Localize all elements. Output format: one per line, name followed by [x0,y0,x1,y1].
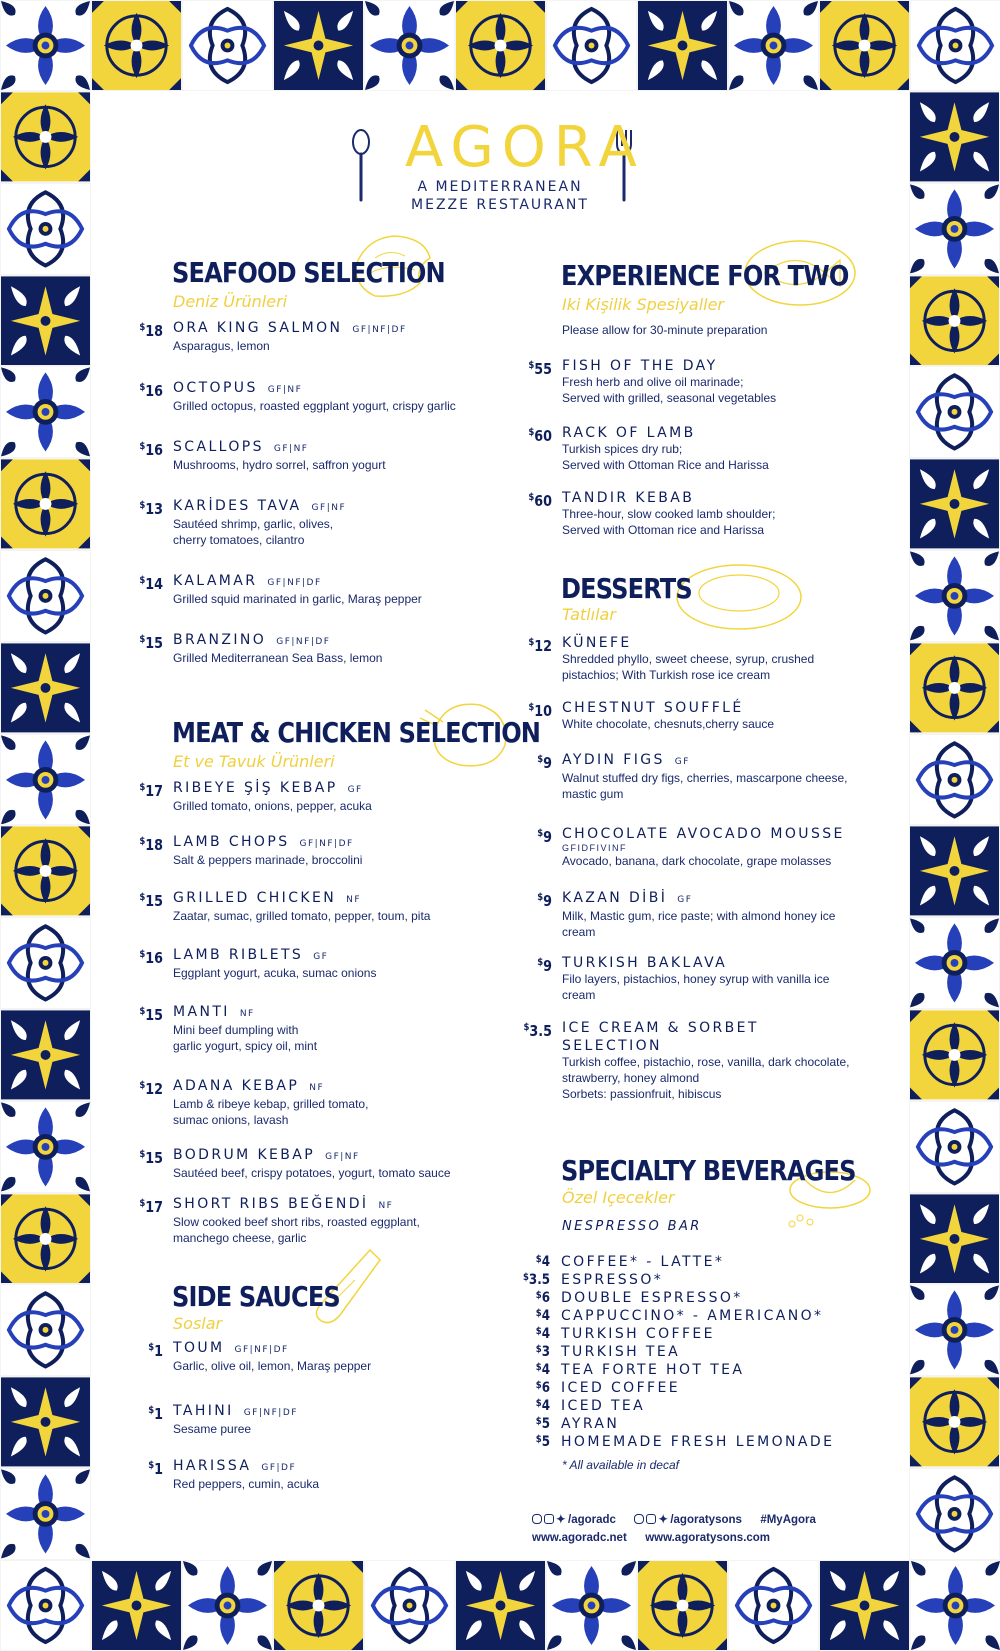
beverage-name: DOUBLE ESPRESSO* [561,1290,743,1306]
item-name: FISH OF THE DAY [562,358,718,374]
beverage-price: $4 [535,1326,550,1342]
item-description: Salt & peppers marinade, broccolini [173,853,363,867]
item-name: HARISSA GF|DF [173,1458,297,1474]
item-price: $16 [139,382,163,400]
decorative-tile [909,183,1000,275]
desserts-subtitle: Tatlılar [562,605,616,624]
item-name-line2: SELECTION [562,1038,662,1054]
decorative-tile [909,1468,1000,1560]
item-description: Filo layers, pistachios, honey syrup with vanilla ice [562,972,830,986]
item-description: pistachios; With Turkish rose ice cream [562,668,771,682]
item-price: $60 [528,492,552,510]
diet-tags: GF|NF|DF [276,637,331,647]
diet-tags: GF|NF [267,385,303,395]
decorative-tile [273,0,364,91]
item-name: BODRUM KEBAP GF|NF [173,1147,360,1163]
decorative-tile [546,0,637,91]
decorative-tile [0,550,91,642]
decorative-tile [0,183,91,275]
diet-tags: NF [346,895,362,905]
beverage-price: $4 [535,1308,550,1324]
item-description: cream [562,925,596,939]
item-name: OCTOPUS GF|NF [173,380,303,396]
decorative-tile [0,825,91,917]
menu-item [139,1147,451,1181]
menu-item [139,1078,369,1128]
decorative-tile [0,917,91,1009]
menu-item [528,700,775,732]
website-tysons-link[interactable]: www.agoratysons.com [645,1532,771,1544]
item-description: cherry tomatoes, cilantro [173,533,305,547]
menu-item [537,890,836,940]
twitter-icon[interactable]: ✦ [556,1514,566,1526]
item-description: cream [562,988,596,1002]
item-description: Served with Ottoman rice and Harissa [562,523,765,537]
menu-item [139,320,407,354]
item-price: $9 [537,754,552,772]
item-price: $16 [139,949,163,967]
beverage-price: $6 [535,1380,550,1396]
item-description: Walnut stuffed dry figs, cherries, mascarpone cheese, [562,771,848,785]
item-price: $9 [537,828,552,846]
decorative-tile [364,0,455,91]
decorative-tile [819,1560,910,1651]
item-name: RACK OF LAMB [562,425,696,441]
decorative-tile [91,1560,182,1651]
item-description: White chocolate, chesnuts,cherry sauce [562,717,775,731]
decorative-tile [637,0,728,91]
item-price: $13 [139,500,163,518]
item-description: Shredded phyllo, sweet cheese, syrup, crushed [562,652,815,666]
diet-tags: NF [378,1201,394,1211]
beverage-row [510,1254,870,1271]
menu-item [528,635,815,683]
decorative-tile [0,1560,91,1651]
beverage-price: $3 [535,1344,550,1360]
item-description: Slow cooked beef short ribs, roasted eggplant, [173,1215,420,1229]
meat-title: MEAT & CHICKEN SELECTION [172,716,541,749]
diet-tags: GF [313,952,329,962]
item-price: $3.5 [523,1022,552,1040]
website-links [532,1532,770,1544]
experience-note: Please allow for 30-minute preparation [562,323,768,337]
decorative-tile [0,734,91,826]
beverage-row [510,1290,870,1307]
menu-item [139,1196,420,1246]
item-name: ADANA KEBAP NF [173,1078,325,1094]
item-description: manchego cheese, garlic [173,1231,307,1245]
beverage-price: $6 [535,1290,550,1306]
beverage-name: ICED COFFEE [561,1380,680,1396]
decorative-tile [455,0,546,91]
menu-item [139,1004,318,1054]
item-description: Zaatar, sumac, grilled tomato, pepper, toum, pita [173,909,431,923]
item-price: $14 [139,575,163,593]
item-name: SHORT RIBS BEĞENDİ NF [173,1196,394,1212]
sauces-subtitle: Soslar [173,1314,223,1333]
decorative-tile [909,1101,1000,1193]
decorative-tile [0,458,91,550]
item-name: BRANZINO GF|NF|DF [173,632,331,648]
item-price: $1 [148,1405,163,1423]
beverage-price: $5 [535,1416,550,1432]
sauces-title: SIDE SAUCES [172,1280,340,1313]
menu-item [528,358,777,406]
decorative-tile [0,0,91,91]
dessert-sketch-icon [672,555,807,635]
diet-tags: GF [677,895,693,905]
social-handle-tysons[interactable]: /agoratysons [670,1514,742,1526]
decorative-tile [909,366,1000,458]
item-name: KAZAN DİBİ GF [562,890,693,906]
beverage-row [510,1272,870,1289]
diet-tags: GF|NF|DF [234,1345,289,1355]
item-name: RIBEYE ŞİŞ KEBAP GF [173,780,363,796]
menu-item [537,752,848,802]
decorative-tile [91,0,182,91]
decorative-tile [910,1560,1000,1651]
item-price: $15 [139,892,163,910]
beverage-row [510,1326,870,1343]
item-name: CHOCOLATE AVOCADO MOUSSE [562,826,845,842]
beverage-name: ICED TEA [561,1398,646,1414]
item-description: sumac onions, lavash [173,1113,289,1127]
beverage-name: AYRAN [561,1416,620,1432]
item-description: Grilled octopus, roasted eggplant yogurt, crispy garlic [173,399,456,413]
item-description: Red peppers, cumin, acuka [173,1477,320,1491]
decorative-tile [0,1101,91,1193]
decorative-tile [909,1009,1000,1101]
decorative-tile [0,1193,91,1285]
item-description: Avocado, banana, dark chocolate, grape molasses [562,854,832,868]
beverage-price: $4 [535,1362,550,1378]
beverage-row [510,1434,870,1451]
item-price: $10 [528,702,552,720]
decorative-tile [182,1560,273,1651]
beverage-name: TURKISH COFFEE [561,1326,715,1342]
menu-item [139,573,422,607]
item-name: TOUM GF|NF|DF [173,1340,289,1356]
seafood-subtitle: Deniz Ürünleri [173,292,288,311]
diet-tags: NF [239,1009,255,1019]
decorative-tile [909,917,1000,1009]
menu-item [528,490,776,538]
social-handle-dc[interactable]: /agoradc [568,1514,616,1526]
item-price: $9 [537,957,552,975]
item-description: Three-hour, slow cooked lamb shoulder; [562,507,776,521]
decorative-tile [909,1376,1000,1468]
item-price: $12 [139,1080,163,1098]
item-name: TURKISH BAKLAVA [562,955,728,971]
experience-title: EXPERIENCE FOR TWO [561,259,849,292]
decaf-note: * All available in decaf [562,1458,679,1472]
item-price: $15 [139,1006,163,1024]
decorative-tile [909,550,1000,642]
hashtag: #MyAgora [760,1514,816,1526]
item-name: TAHINI GF|NF|DF [173,1403,298,1419]
beverage-price: $4 [535,1254,550,1270]
item-description: Garlic, olive oil, lemon, Maraş pepper [173,1359,372,1373]
item-price: $18 [139,322,163,340]
item-description: Served with Ottoman Rice and Harissa [562,458,769,472]
diet-tags: GF|NF|DF [267,578,322,588]
decorative-tile [909,642,1000,734]
item-description: Sautéed shrimp, garlic, olives, [173,517,334,531]
decorative-tile [0,642,91,734]
item-description: Sautéed beef, crispy potatoes, yogurt, tomato sauce [173,1166,451,1180]
item-price: $16 [139,441,163,459]
beverage-price: $5 [535,1434,550,1450]
beverage-row [510,1344,870,1361]
logo-title: AGORA [405,115,645,180]
tile-border-bottom [0,1560,1000,1651]
decorative-tile [0,1009,91,1101]
logo-subtitle-2: MEZZE RESTAURANT [411,197,589,213]
logo-subtitle-1: A MEDITERRANEAN [417,179,583,195]
item-description: Fresh herb and olive oil marinade; [562,375,744,389]
seafood-title: SEAFOOD SELECTION [172,256,445,289]
website-dc-link[interactable]: www.agoradc.net [532,1532,627,1544]
beverage-name: CAPPUCCINO* - AMERICANO* [561,1308,824,1324]
item-name: SCALLOPS GF|NF [173,439,309,455]
item-price: $15 [139,1149,163,1167]
decorative-tile [0,91,91,183]
menu-item [139,380,456,414]
item-price: $1 [148,1460,163,1478]
tile-border-right [909,91,1000,1560]
item-price: $9 [537,892,552,910]
menu-item [139,780,372,814]
diet-tags: GF|NF|DF [243,1408,298,1418]
beverage-name: ESPRESSO* [561,1272,664,1288]
item-description: Milk, Mastic gum, rice paste; with almond honey ice [562,909,836,923]
item-name: KARİDES TAVA GF|NF [173,498,347,514]
twitter-icon[interactable]: ✦ [658,1514,668,1526]
item-description: Grilled tomato, onions, pepper, acuka [173,799,372,813]
beverage-row [510,1398,870,1415]
item-description: Mushrooms, hydro sorrel, saffron yogurt [173,458,386,472]
diet-tags: GF [674,757,690,767]
item-name: AYDIN FIGS GF [562,752,690,768]
diet-tags: GF|NF [311,503,347,513]
menu-item [139,498,347,548]
decorative-tile [0,1284,91,1376]
decorative-tile [909,1193,1000,1285]
menu-item [148,1340,372,1374]
menu-item [537,826,845,869]
item-name: CHESTNUT SOUFFLÉ [562,700,744,716]
decorative-tile [182,0,273,91]
beverage-name: TEA FORTE HOT TEA [561,1362,745,1378]
decorative-tile [909,734,1000,826]
spoon-icon [350,128,372,204]
diet-tags: GF|NF|DF [352,325,407,335]
item-price: $1 [148,1342,163,1360]
beverage-row [510,1416,870,1433]
item-name: ORA KING SALMON GF|NF|DF [173,320,407,336]
decorative-tile [909,825,1000,917]
beverage-row [510,1308,870,1325]
diet-tags: GF [347,785,363,795]
decorative-tile [728,1560,819,1651]
decorative-tile [637,1560,728,1651]
menu-item [537,955,830,1003]
item-description: garlic yogurt, spicy oil, mint [173,1039,318,1053]
decorative-tile [728,0,819,91]
decorative-tile [546,1560,637,1651]
beverage-name: HOMEMADE FRESH LEMONADE [561,1434,835,1450]
item-description: Served with grilled, seasonal vegetables [562,391,777,405]
experience-subtitle: Iki Kişilik Spesiyaller [562,295,724,314]
item-description: Grilled squid marinated in garlic, Maraş pepper [173,592,422,606]
beverage-name: TURKISH TEA [561,1344,681,1360]
item-name: KÜNEFE [562,635,632,651]
decorative-tile [364,1560,455,1651]
item-name: GRILLED CHICKEN NF [173,890,362,906]
menu-item [139,947,377,981]
beverage-price: $4 [535,1398,550,1414]
beverage-name: COFFEE* - LATTE* [561,1254,725,1270]
beverages-subtitle: Özel Içecekler [562,1188,675,1207]
menu-item [148,1458,320,1492]
menu-item [139,890,431,924]
item-description: Eggplant yogurt, acuka, sumac onions [173,966,377,980]
facebook-icon[interactable] [646,1514,656,1524]
item-description: Turkish spices dry rub; [562,442,683,456]
diet-tags: GF|NF|DF [299,839,354,849]
item-description: Lamb & ribeye kebap, grilled tomato, [173,1097,369,1111]
item-description: strawberry, honey almond [562,1071,700,1085]
item-description: Turkish coffee, pistachio, rose, vanilla, dark chocolate, [562,1055,850,1069]
item-name: KALAMAR GF|NF|DF [173,573,322,589]
item-price: $60 [528,427,552,445]
item-name: TANDIR KEBAB [562,490,695,506]
item-name: LAMB CHOPS GF|NF|DF [173,834,354,850]
decorative-tile [455,1560,546,1651]
beverage-price: $3.5 [522,1272,550,1288]
beverage-row [510,1362,870,1379]
diet-tags: NF [309,1083,325,1093]
item-description: Grilled Mediterranean Sea Bass, lemon [173,651,383,665]
desserts-title: DESSERTS [561,572,692,605]
decorative-tile [909,458,1000,550]
diet-tags: GF|DF [261,1463,297,1473]
item-price: $55 [528,360,552,378]
decorative-tile [909,91,1000,183]
item-price: $17 [139,782,163,800]
meat-subtitle: Et ve Tavuk Ürünleri [173,752,335,771]
beverage-row [510,1380,870,1397]
decorative-tile [909,1284,1000,1376]
item-price: $15 [139,634,163,652]
menu-item [523,1020,850,1102]
diet-tags: GF|NF [273,444,309,454]
decorative-tile [0,366,91,458]
tile-border-top [0,0,1000,91]
decorative-tile [0,1376,91,1468]
diet-tags: GF|NF [325,1152,360,1162]
facebook-icon[interactable] [544,1514,554,1524]
instagram-icon[interactable] [634,1514,644,1524]
menu-item [139,632,383,666]
tile-border-left [0,91,91,1560]
menu-item [528,425,769,473]
item-price: $18 [139,836,163,854]
item-description: Sesame puree [173,1422,252,1436]
item-name: ICE CREAM & SORBET [562,1020,759,1036]
item-name: LAMB RIBLETS GF [173,947,329,963]
decorative-tile [819,0,910,91]
item-price: $17 [139,1198,163,1216]
decorative-tile [910,0,1000,91]
nespresso-bar-label: NESPRESSO BAR [562,1219,702,1234]
menu-item [148,1403,298,1437]
menu-item [139,439,386,473]
decorative-tile [273,1560,364,1651]
diet-tags: GFIDFIVINF [562,843,627,853]
item-description: mastic gum [562,787,624,801]
decorative-tile [909,275,1000,367]
social-links [532,1512,816,1526]
item-price: $12 [528,637,552,655]
decorative-tile [0,275,91,367]
beverages-title: SPECIALTY BEVERAGES [561,1154,856,1187]
instagram-icon[interactable] [532,1514,542,1524]
item-name: MANTI NF [173,1004,255,1020]
decorative-tile [0,1468,91,1560]
item-description: Mini beef dumpling with [173,1023,299,1037]
item-description: Asparagus, lemon [173,339,270,353]
restaurant-logo [405,115,645,214]
item-description: Sorbets: passionfruit, hibiscus [562,1087,722,1101]
menu-item [139,834,363,868]
